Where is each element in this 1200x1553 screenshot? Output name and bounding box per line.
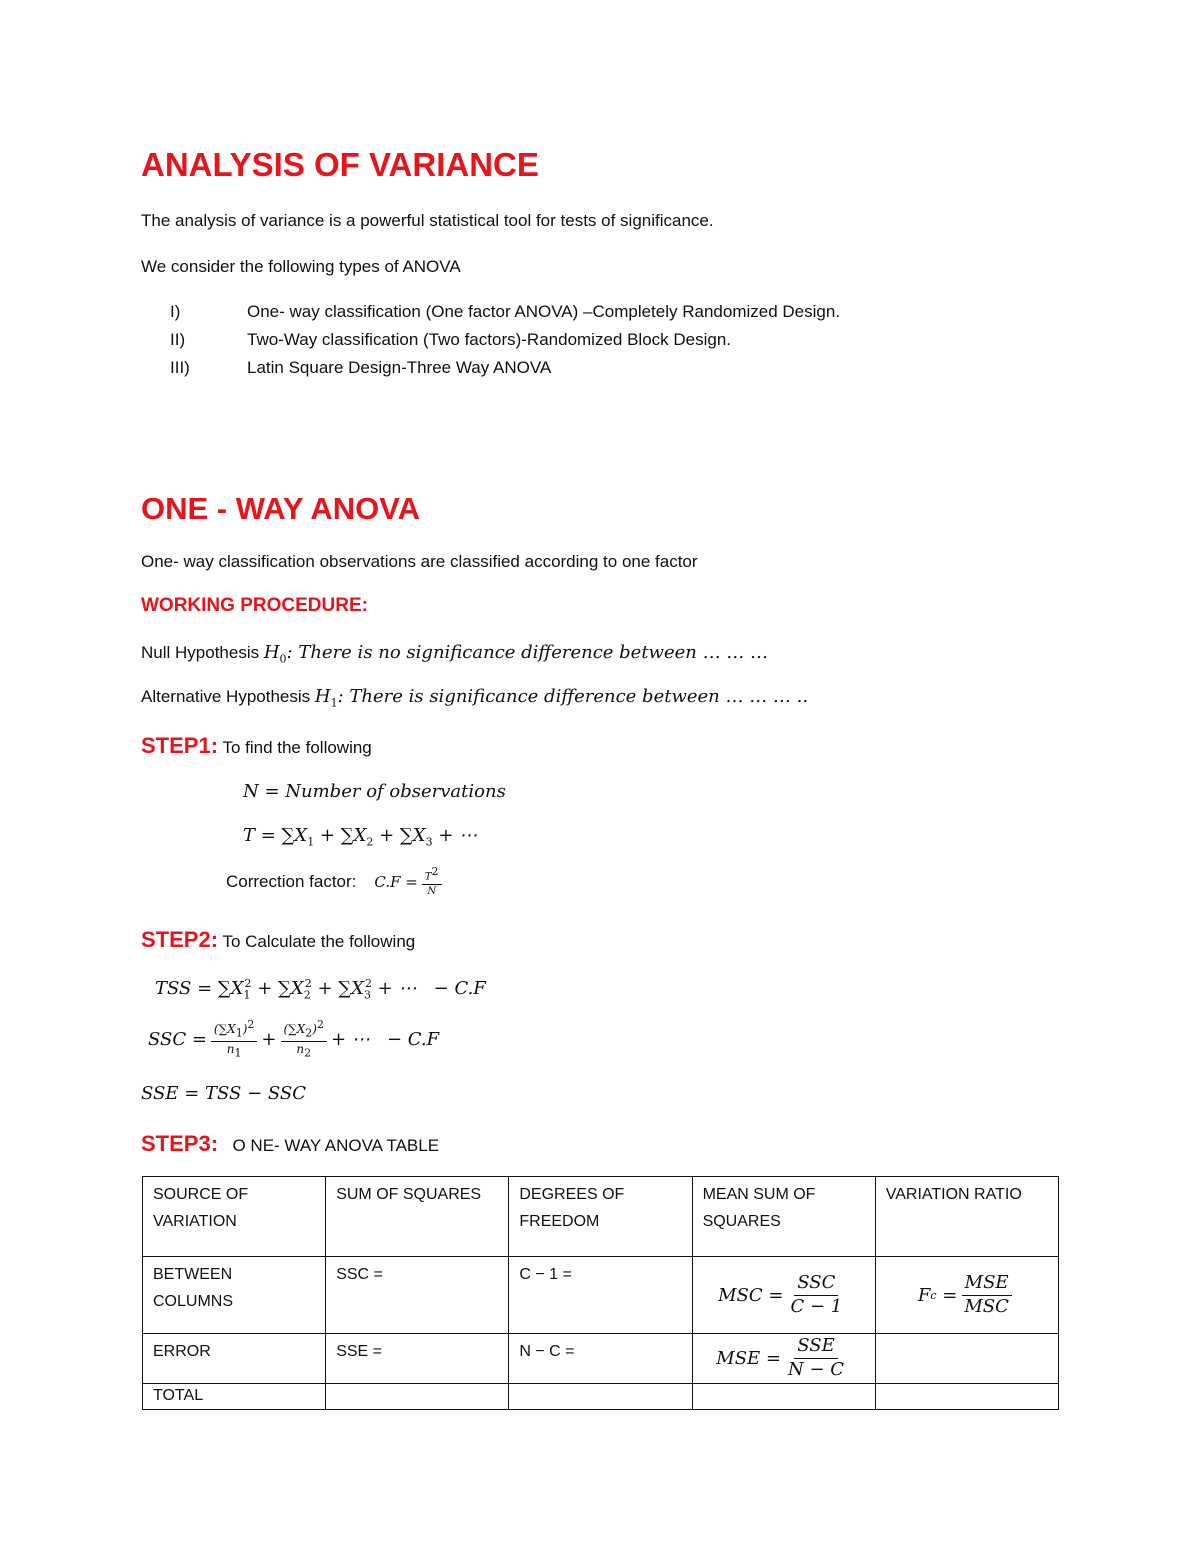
table-cell-df: N − C = <box>509 1334 692 1384</box>
page-title: ANALYSIS OF VARIANCE <box>141 146 539 183</box>
ssc-formula: SSC = $\frac{(\sum X_1)^2}{n_1}$ + $\frac{(\sum X_2)^2}{n_2}$ + ⋯ − C.F <box>148 1018 440 1060</box>
section-title: ONE - WAY ANOVA <box>141 491 421 526</box>
table-cell-df <box>509 1384 692 1410</box>
null-hypothesis: Null Hypothesis $H_0$: There is no significance difference between … … … <box>141 642 769 666</box>
types-lead: We consider the following types of ANOVA <box>141 257 461 276</box>
step3-heading <box>141 1131 439 1157</box>
anova-table <box>142 1176 1059 1410</box>
mse-formula: MSE = $\frac{\text{SSE}}{N - C}$ <box>692 1334 875 1384</box>
table-header-cell: VARIATION RATIO <box>875 1177 1058 1257</box>
null-label: Null Hypothesis <box>141 643 264 662</box>
table-cell-ss <box>326 1384 509 1410</box>
list-item: Two-Way classification (Two factors)-Randomized Block Design. <box>247 330 732 349</box>
table-row <box>143 1257 1059 1334</box>
step2-label: STEP2: <box>141 927 219 952</box>
table-cell-source: ERROR <box>143 1334 326 1384</box>
list-item-num: III) <box>170 358 190 377</box>
table-cell-source: BETWEEN COLUMNS <box>143 1257 326 1334</box>
null-text: There is no significance difference between … … … <box>298 642 769 663</box>
step3-label: STEP3: <box>141 1131 219 1156</box>
correction-factor: Correction factor: C.F = $\frac{T^2}{N}$ <box>226 866 446 897</box>
table-cell-ss: SSC = <box>326 1257 509 1334</box>
msc-formula: MSC = $\frac{\text{SSC}}{C - 1}$ <box>692 1257 875 1334</box>
n-definition: N = Number of observations <box>243 781 506 802</box>
table-header-cell: DEGREES OF FREEDOM <box>509 1177 692 1257</box>
table-header-cell: MEAN SUM OF SQUARES <box>692 1177 875 1257</box>
alternative-hypothesis: Alternative Hypothesis $H_1$: There is significance difference between … … … .. <box>141 686 809 710</box>
section-description: One- way classification observations are classified according to one factor <box>141 552 698 571</box>
step2-heading <box>141 927 415 953</box>
table-cell-empty <box>875 1334 1058 1384</box>
list-item: Latin Square Design-Three Way ANOVA <box>247 358 552 377</box>
table-row <box>143 1384 1059 1410</box>
table-header-cell: SUM OF SQUARES <box>326 1177 509 1257</box>
alt-label: Alternative Hypothesis <box>141 687 315 706</box>
step3-text: O NE- WAY ANOVA TABLE <box>232 1136 440 1155</box>
f-ratio-formula: F c = $\frac{\text{MSE}}{\text{MSC}}$ <box>875 1257 1058 1334</box>
step2-text: To Calculate the following <box>218 932 416 951</box>
table-cell-source: TOTAL <box>143 1384 326 1410</box>
table-cell-empty <box>692 1384 875 1410</box>
step1-heading <box>141 733 372 759</box>
intro-text: The analysis of variance is a powerful statistical tool for tests of significance. <box>141 211 714 230</box>
alt-text: There is significance difference between … … … .. <box>349 686 809 707</box>
step1-label: STEP1: <box>141 733 219 758</box>
table-cell-ss: SSE = <box>326 1334 509 1384</box>
table-cell-empty <box>875 1384 1058 1410</box>
table-header-cell: SOURCE OF VARIATION <box>143 1177 326 1257</box>
table-header-row <box>143 1177 1059 1257</box>
table-cell-df: C − 1 = <box>509 1257 692 1334</box>
cf-label: Correction factor: <box>226 871 357 891</box>
step1-text: To find the following <box>218 738 372 757</box>
list-item-num: II) <box>170 330 186 349</box>
tss-formula: TSS = $\sum X_1^2 + \sum X_2^2 + \sum X_3^2$ + ⋯ − C.F <box>155 977 486 1002</box>
table-row <box>143 1334 1059 1384</box>
procedure-title: WORKING PROCEDURE: <box>141 595 368 616</box>
list-item-num: I) <box>170 302 181 321</box>
sse-formula: SSE = TSS − SSC <box>141 1083 307 1104</box>
t-formula: $T = \sum X_1 + \sum X_2 + \sum X_3$ + ⋯ <box>243 825 478 849</box>
list-item: One- way classification (One factor ANOVA) –Completely Randomized Design. <box>247 302 841 321</box>
